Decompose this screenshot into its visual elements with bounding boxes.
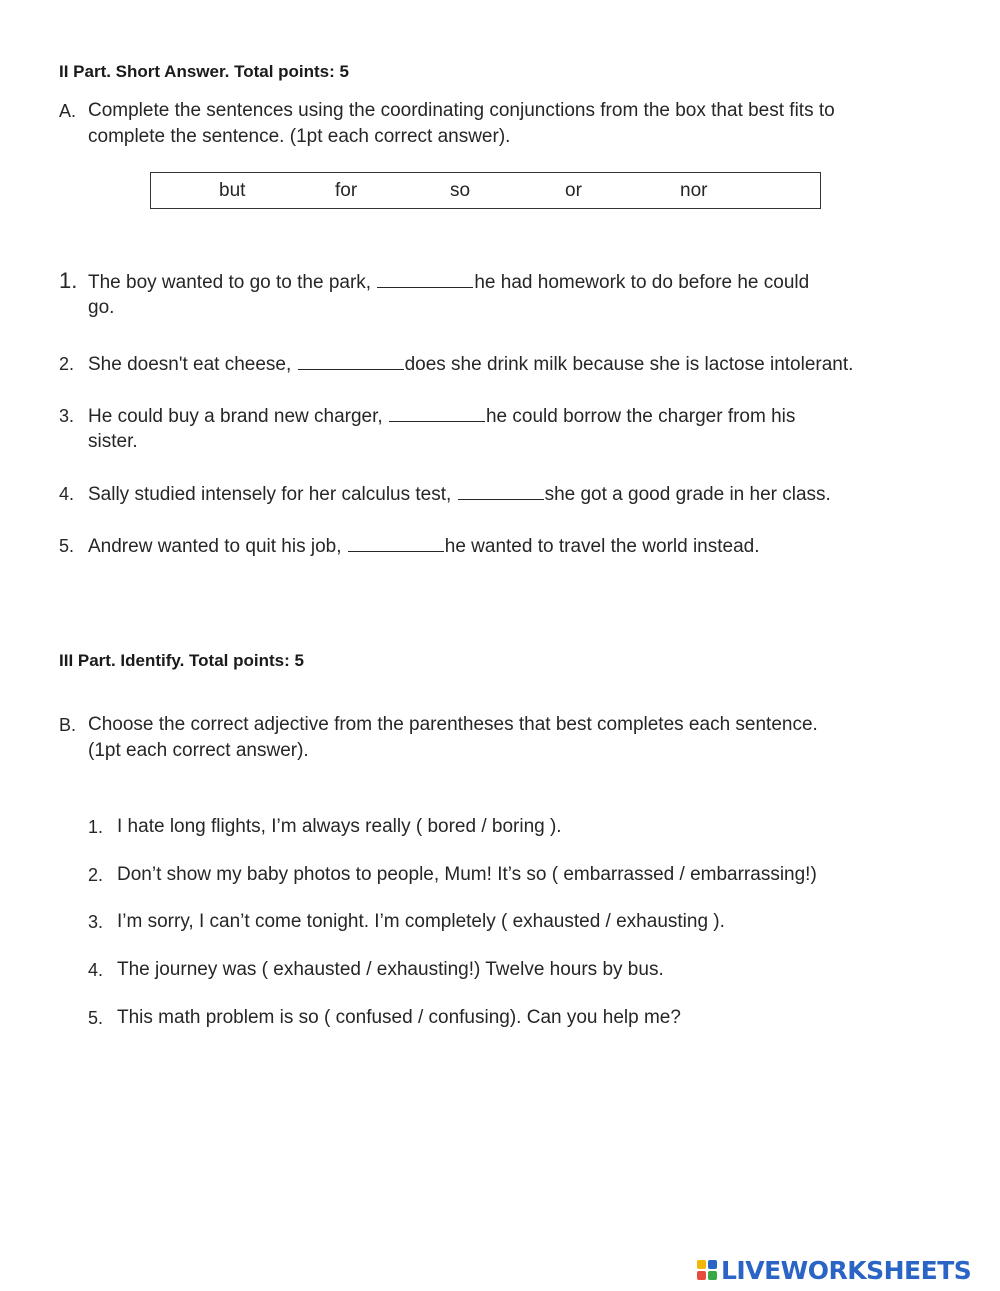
- instruction-a-label: A.: [59, 101, 77, 121]
- question-1-continued: go.: [88, 297, 115, 318]
- word-box-item: but: [219, 180, 246, 201]
- answer-blank[interactable]: [389, 403, 485, 422]
- adjective-question-3: I’m sorry, I can’t come tonight. I’m completely ( exhausted / exhausting ).: [117, 911, 725, 932]
- answer-blank[interactable]: [377, 269, 473, 288]
- instruction-a-line2: complete the sentence. (1pt each correct answer).: [88, 126, 511, 147]
- adjective-question-1: I hate long flights, I’m always really ( bored / boring ).: [117, 816, 562, 837]
- question-number: 1.: [88, 817, 104, 837]
- section-3-heading: III Part. Identify. Total points: 5: [59, 651, 304, 670]
- question-2: She doesn't eat cheese, does she drink milk because she is lactose intolerant.: [88, 351, 853, 378]
- question-number: 3.: [88, 912, 104, 932]
- word-box-item: nor: [680, 180, 708, 201]
- question-number: 4.: [59, 484, 75, 504]
- logo-text: LIVEWORKSHEETS: [721, 1255, 972, 1285]
- section-2-heading: II Part. Short Answer. Total points: 5: [59, 62, 349, 81]
- adjective-question-2: Don’t show my baby photos to people, Mum! It’s so ( embarrassed / embarrassing!): [117, 864, 817, 885]
- liveworksheets-logo: [697, 1255, 971, 1285]
- question-number: 1.: [59, 268, 78, 293]
- question-3: He could buy a brand new charger, he could borrow the charger from his: [88, 403, 795, 430]
- instruction-b-line2: (1pt each correct answer).: [88, 740, 309, 761]
- question-number: 5.: [88, 1008, 104, 1028]
- question-5: Andrew wanted to quit his job, he wanted to travel the world instead.: [88, 533, 760, 560]
- word-box-item: so: [450, 180, 471, 201]
- question-4: Sally studied intensely for her calculus test, she got a good grade in her class.: [88, 481, 831, 508]
- instruction-b-line1: Choose the correct adjective from the parentheses that best completes each sentence.: [88, 714, 818, 735]
- question-3-continued: sister.: [88, 431, 138, 452]
- logo-tiles-icon: [697, 1260, 717, 1280]
- question-number: 2.: [59, 354, 75, 374]
- question-number: 2.: [88, 865, 104, 885]
- question-1: The boy wanted to go to the park, he had homework to do before he could: [88, 269, 809, 296]
- question-number: 3.: [59, 406, 75, 426]
- adjective-question-5: This math problem is so ( confused / confusing). Can you help me?: [117, 1007, 681, 1028]
- adjective-question-4: The journey was ( exhausted / exhausting!) Twelve hours by bus.: [117, 959, 664, 980]
- instruction-b-label: B.: [59, 715, 77, 735]
- answer-blank[interactable]: [458, 481, 544, 500]
- word-box-item: or: [565, 180, 582, 201]
- question-number: 5.: [59, 536, 75, 556]
- instruction-a-line1: Complete the sentences using the coordinating conjunctions from the box that best fits to: [88, 100, 835, 121]
- answer-blank[interactable]: [298, 351, 404, 370]
- conjunction-word-box: [150, 172, 821, 209]
- answer-blank[interactable]: [348, 533, 444, 552]
- question-number: 4.: [88, 960, 104, 980]
- word-box-item: for: [335, 180, 358, 201]
